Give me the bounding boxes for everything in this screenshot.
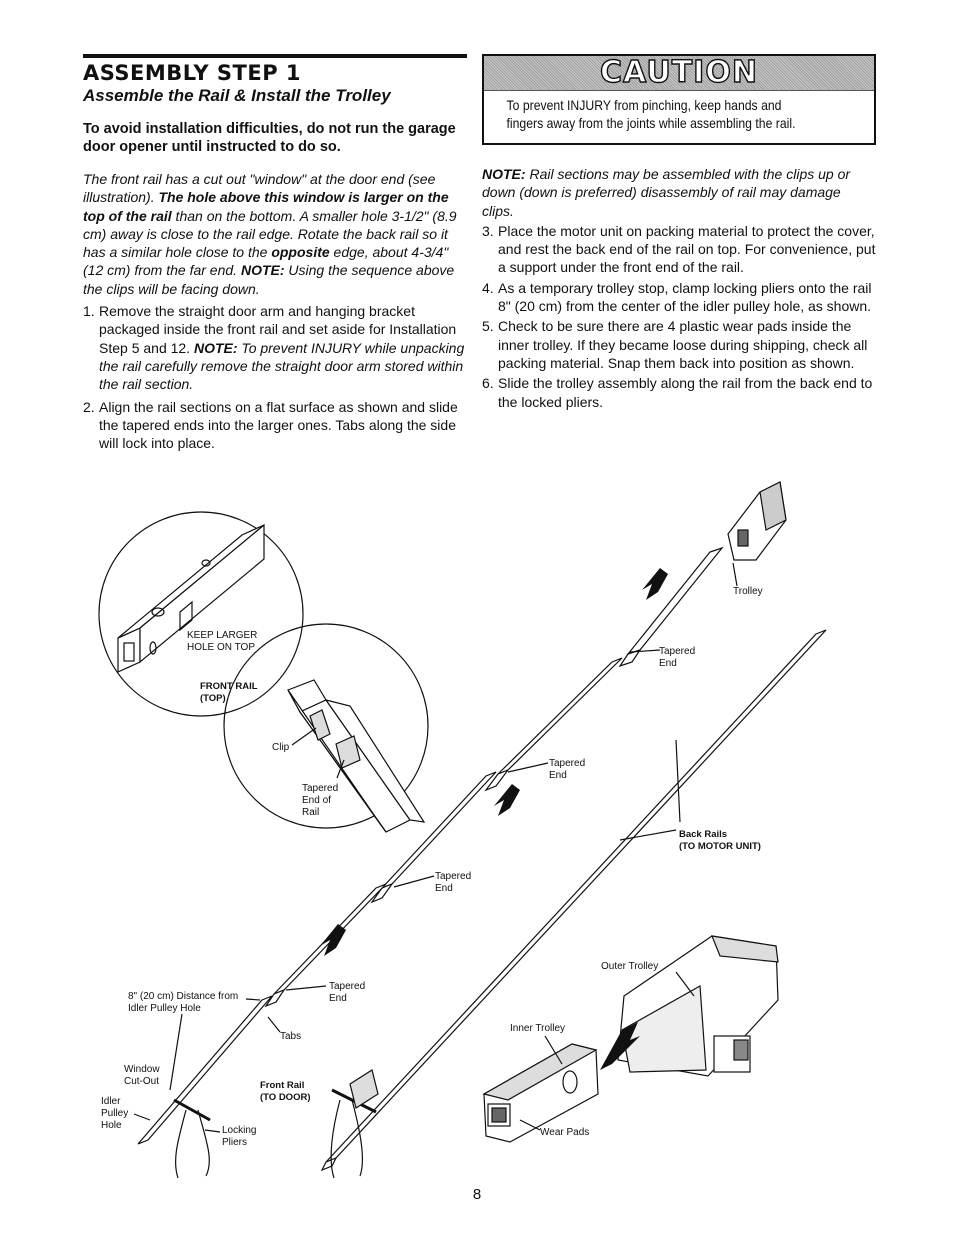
direction-arrows: [320, 568, 668, 1070]
page-number: 8: [472, 1186, 482, 1203]
label-rail: Rail: [302, 807, 320, 818]
intro-part2: than on the bottom. A smaller hole 3-1/2" (8.9 cm) away is close to the rail edge. Rotate the back rail so it has a similar hole close to the: [83, 207, 457, 261]
step-number: 3.: [482, 222, 494, 239]
label-wear-pads: Wear Pads: [540, 1127, 590, 1138]
step-note-text: To prevent INJURY while unpacking the rail carefully remove the straight door arm stored within the rail section.: [99, 339, 465, 393]
locking-pliers-left: [174, 1100, 210, 1178]
label-pliers: Pliers: [222, 1137, 248, 1148]
label-back-rails: Back Rails: [679, 829, 728, 840]
step-number: 5.: [482, 318, 494, 335]
caution-line1: To prevent INJURY from pinching, keep hands and: [506, 98, 782, 113]
label-tapered-b: Tapered: [549, 758, 586, 769]
outer-trolley: [618, 936, 778, 1076]
label-pulley: Pulley: [101, 1108, 129, 1119]
label-cut-out: Cut-Out: [124, 1076, 160, 1087]
step-text: Slide the trolley assembly along the rail from the back end to the locked pliers.: [498, 375, 873, 410]
label-end-b: End: [549, 770, 567, 781]
label-hole-on-top: HOLE ON TOP: [187, 642, 255, 653]
step-text: Place the motor unit on packing material to protect the cover, and rest the back end of the rail on top. For convenience, put a support under the front end of the rail.: [498, 222, 876, 276]
label-to-motor-unit: (TO MOTOR UNIT): [679, 841, 761, 852]
intro-bold2: opposite: [271, 244, 330, 261]
step-number: 6.: [482, 375, 494, 392]
caution-line2: fingers away from the joints while assembling the rail.: [506, 116, 796, 131]
label-inner-trolley: Inner Trolley: [510, 1023, 566, 1034]
caution-title: CAUTION: [600, 55, 758, 90]
label-hole: Hole: [101, 1120, 122, 1131]
label-end-d: End: [329, 993, 347, 1004]
intro-bold1: The hole above this window is larger on the top of the rail: [83, 189, 449, 224]
arrow-icon: [494, 784, 520, 816]
label-tabs: Tabs: [280, 1031, 302, 1042]
label-locking: Locking: [222, 1125, 257, 1136]
label-to-door: (TO DOOR): [260, 1092, 311, 1103]
step-note-label: NOTE:: [193, 339, 238, 356]
step-subtitle: Assemble the Rail & Install the Trolley: [83, 86, 391, 105]
step-title: ASSEMBLY STEP 1: [83, 61, 302, 85]
label-end-a: End: [659, 658, 677, 669]
intro-part3: edge, about 4-3/4" (12 cm) from the far end.: [83, 244, 449, 279]
label-idler: Idler: [101, 1096, 121, 1107]
step-number: 2.: [83, 398, 95, 415]
label-outer-trolley: Outer Trolley: [601, 961, 659, 972]
label-front-rail: FRONT RAIL: [200, 681, 258, 692]
note-label: NOTE:: [482, 166, 526, 182]
arrow-icon: [642, 568, 668, 600]
intro-part1: The front rail has a cut out "window" at the door end (see illustration).: [83, 171, 436, 206]
label-tapered-d: Tapered: [329, 981, 366, 992]
intro-part4: Using the sequence above the clips will be facing down.: [83, 262, 455, 297]
step-text: Align the rail sections on a flat surface as shown and slide the tapered ends into the larger ones. Tabs along the side will lock into place.: [99, 398, 458, 452]
warning-text: To avoid installation difficulties, do not run the garage door opener until instructed to do so.: [83, 121, 456, 155]
step-number: 1.: [83, 303, 95, 320]
label-end-of: End of: [302, 795, 331, 806]
label-end-c: End: [435, 883, 453, 894]
step-text: As a temporary trolley stop, clamp locking pliers onto the rail 8" (20 cm) from the center of the idler pulley hole, as shown.: [498, 279, 872, 315]
label-tapered-c: Tapered: [435, 871, 472, 882]
label-front-rail-door: Front Rail: [260, 1080, 305, 1091]
label-idler-pulley-hole: Idler Pulley Hole: [128, 1003, 201, 1014]
label-clip: Clip: [272, 742, 290, 753]
label-tapered-a: Tapered: [659, 646, 696, 657]
label-window: Window: [124, 1064, 160, 1075]
step-number: 4.: [482, 279, 494, 296]
arrow-icon: [320, 924, 346, 956]
trolley-small: [728, 482, 786, 560]
note-text: Rail sections may be assembled with the clips up or down (down is preferred) disassembly of rail may damage clips.: [482, 166, 851, 219]
label-trolley: Trolley: [733, 586, 763, 597]
locking-pliers-right: [331, 1070, 378, 1178]
label-tapered: Tapered: [302, 783, 339, 794]
label-keep-larger: KEEP LARGER: [187, 630, 258, 641]
label-distance: 8" (20 cm) Distance from: [128, 991, 239, 1002]
step-text: Check to be sure there are 4 plastic wear pads inside the inner trolley. If they became loose during shipping, check all packing material. Snap them back into position as shown.: [498, 318, 868, 371]
intro-bold3: NOTE:: [240, 262, 285, 279]
label-top: (TOP): [200, 693, 226, 704]
step-text: Remove the straight door arm and hanging bracket packaged inside the front rail and set aside for Installation Step 5 and 12.: [99, 303, 457, 356]
